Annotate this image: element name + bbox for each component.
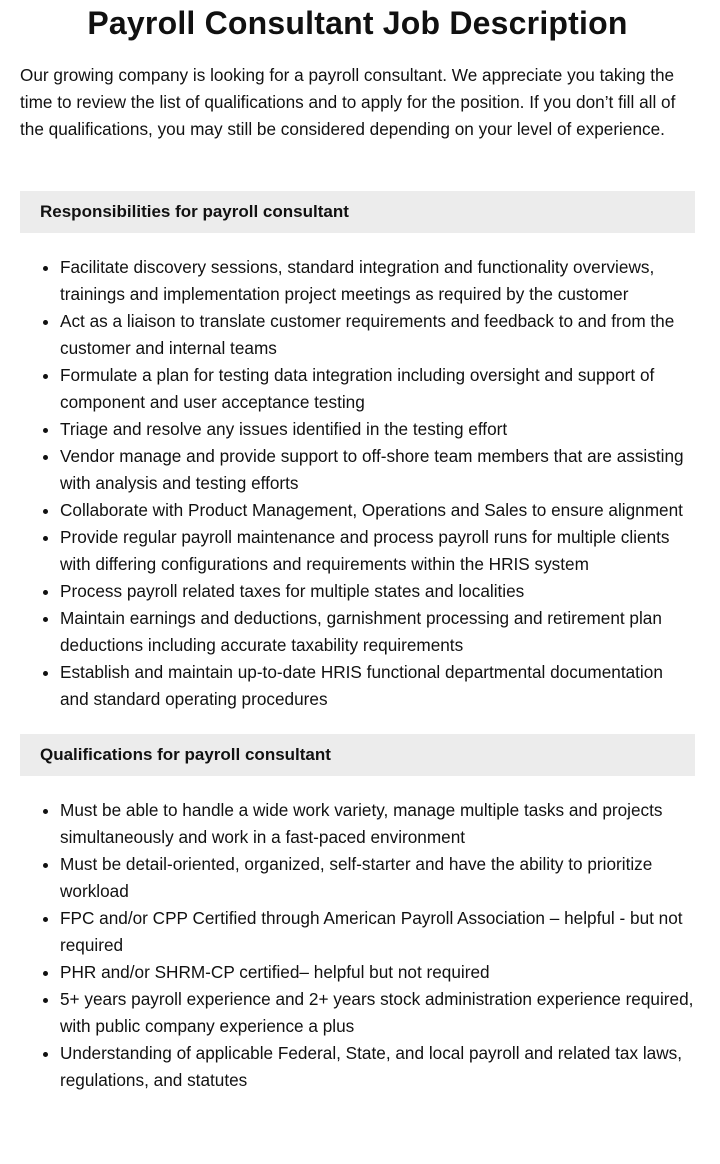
list-item: • Understanding of applicable Federal, State, and local payroll and related tax laws, regulations, and statutes [60,1040,695,1094]
list-item: • FPC and/or CPP Certified through American Payroll Association – helpful - but not required [60,905,695,959]
list-item: • Act as a liaison to translate customer requirements and feedback to and from the customer and internal teams [60,308,695,362]
responsibilities-list [20,233,695,713]
qualifications-heading: Qualifications for payroll consultant [20,734,695,776]
qualifications-list [20,776,695,1094]
list-item: • 5+ years payroll experience and 2+ years stock administration experience required, with public company experience a plus [60,986,695,1040]
list-item: • Establish and maintain up-to-date HRIS functional departmental documentation and standard operating procedures [60,659,695,713]
responsibilities-heading: Responsibilities for payroll consultant [20,191,695,233]
list-item: • Collaborate with Product Management, Operations and Sales to ensure alignment [60,497,695,524]
list-item: • Triage and resolve any issues identified in the testing effort [60,416,695,443]
list-item: • Must be able to handle a wide work variety, manage multiple tasks and projects simultaneously and work in a fast-paced environment [60,797,695,851]
list-item: • Provide regular payroll maintenance and process payroll runs for multiple clients with differing configurations and requirements within the HRIS system [60,524,695,578]
list-item: • PHR and/or SHRM-CP certified– helpful but not required [60,959,695,986]
list-item: • Facilitate discovery sessions, standard integration and functionality overviews, trainings and implementation project meetings as required by the customer [60,254,695,308]
intro-paragraph: Our growing company is looking for a payroll consultant. We appreciate you taking the time to review the list of qualifications and to apply for the position. If you don’t fill all of the qualifications, you may still be considered depending on your level of experience. [20,65,676,139]
page-title: Payroll Consultant Job Description [87,5,628,41]
list-item: • Formulate a plan for testing data integration including oversight and support of component and user acceptance testing [60,362,695,416]
list-item: • Must be detail-oriented, organized, self-starter and have the ability to prioritize workload [60,851,695,905]
list-item: • Vendor manage and provide support to off-shore team members that are assisting with analysis and testing efforts [60,443,695,497]
list-item: • Process payroll related taxes for multiple states and localities [60,578,695,605]
list-item: • Maintain earnings and deductions, garnishment processing and retirement plan deductions including accurate taxability requirements [60,605,695,659]
